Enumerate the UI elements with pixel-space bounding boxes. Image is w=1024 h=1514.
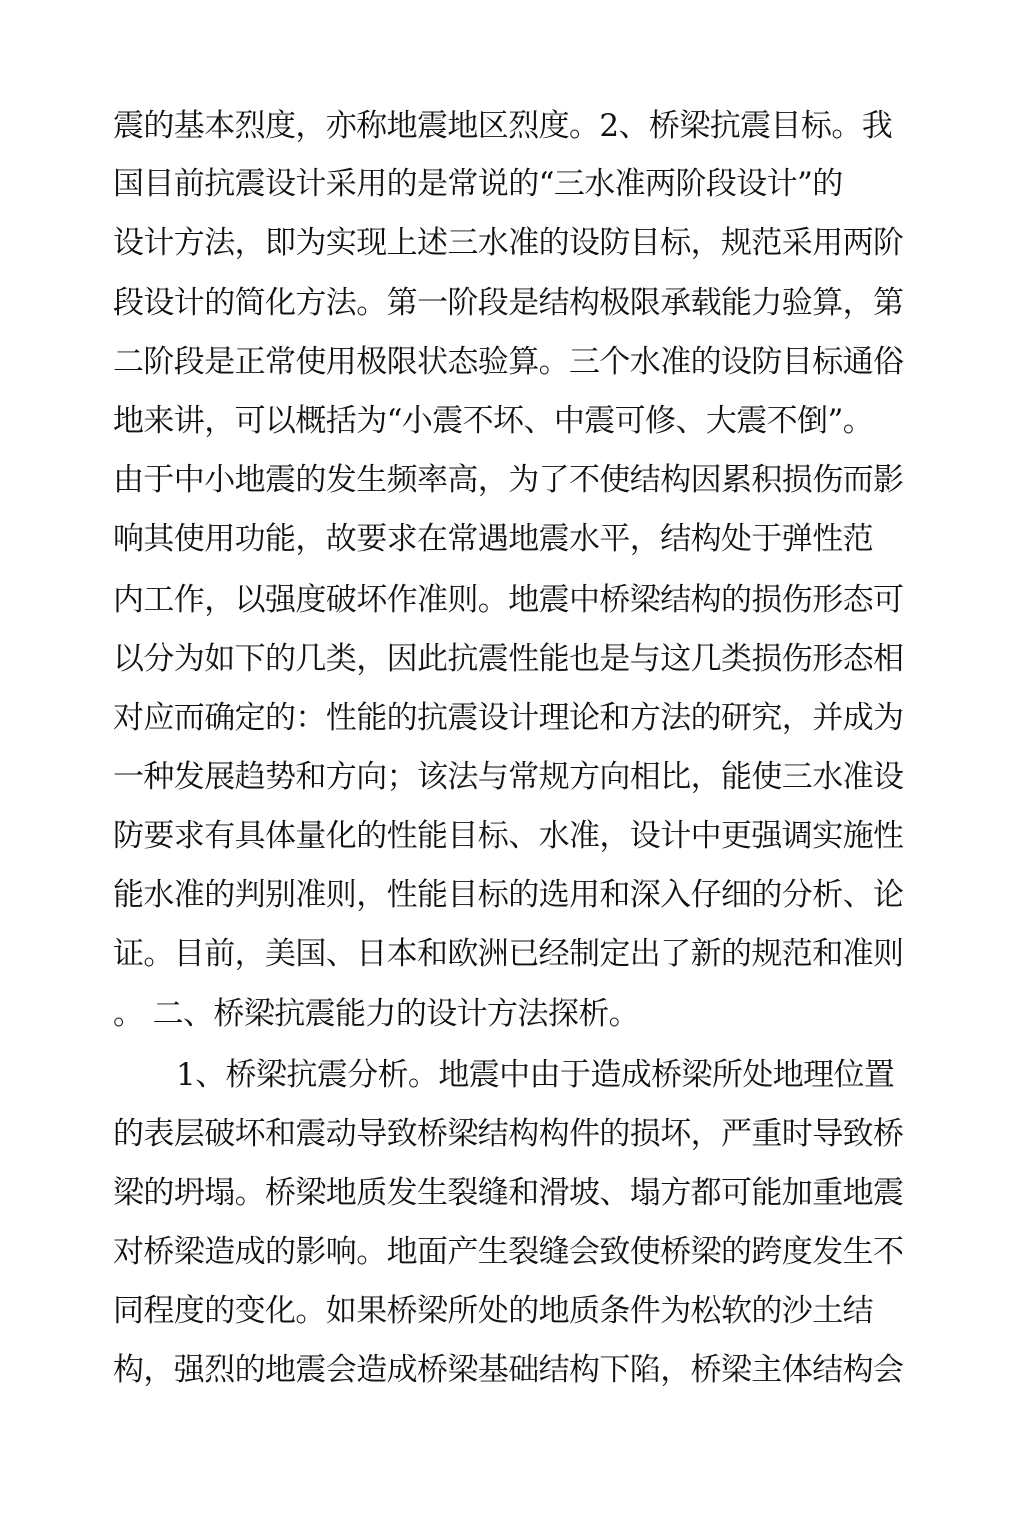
- text-line: 设计方法，即为实现上述三水准的设防目标，规范采用两阶: [113, 225, 904, 261]
- text-line: 由于中小地震的发生频率高，为了不使结构因累积损伤而影: [113, 462, 904, 498]
- text-line: 一种发展趋势和方向；该法与常规方向相比，能使三水准设: [113, 759, 904, 795]
- text-line: 内工作，以强度破坏作准则。地震中桥梁结构的损伤形态可: [113, 582, 904, 618]
- text-line: 以分为如下的几类，因此抗震性能也是与这几类损伤形态相: [113, 641, 904, 677]
- text-line: 的表层破坏和震动导致桥梁结构构件的损坏，严重时导致桥: [113, 1116, 904, 1152]
- text-line: 响其使用功能，故要求在常遇地震水平，结构处于弹性范: [113, 521, 873, 557]
- paragraph-first-line: 1、桥梁抗震分析。地震中由于造成桥梁所处地理位置: [176, 1057, 895, 1093]
- text-line: 对桥梁造成的影响。地面产生裂缝会致使桥梁的跨度发生不: [113, 1234, 904, 1270]
- text-line: 对应而确定的：性能的抗震设计理论和方法的研究，并成为: [113, 700, 904, 736]
- text-line: 段设计的简化方法。第一阶段是结构极限承载能力验算，第: [113, 285, 904, 321]
- text-line: 二阶段是正常使用极限状态验算。三个水准的设防目标通俗: [113, 344, 904, 380]
- text-line: 梁的坍塌。桥梁地质发生裂缝和滑坡、塌方都可能加重地震: [113, 1175, 904, 1211]
- text-line: 能水准的判别准则，性能目标的选用和深入仔细的分析、论: [113, 877, 904, 913]
- text-line: 地来讲，可以概括为“小震不坏、中震可修、大震不倒”。: [113, 403, 874, 439]
- text-line: 构，强烈的地震会造成桥梁基础结构下陷，桥梁主体结构会: [113, 1352, 904, 1388]
- text-line: 证。目前，美国、日本和欧洲已经制定出了新的规范和准则: [113, 936, 904, 972]
- text-line: 国目前抗震设计采用的是常说的“三水准两阶段设计”的: [113, 166, 843, 202]
- text-line: 震的基本烈度，亦称地震地区烈度。2、桥梁抗震目标。我: [113, 108, 893, 144]
- text-line: 防要求有具体量化的性能目标、水准，设计中更强调实施性: [113, 818, 904, 854]
- text-line: 同程度的变化。如果桥梁所处的地质条件为松软的沙土结: [113, 1293, 873, 1329]
- text-line: 。 二、桥梁抗震能力的设计方法探析。: [113, 996, 640, 1032]
